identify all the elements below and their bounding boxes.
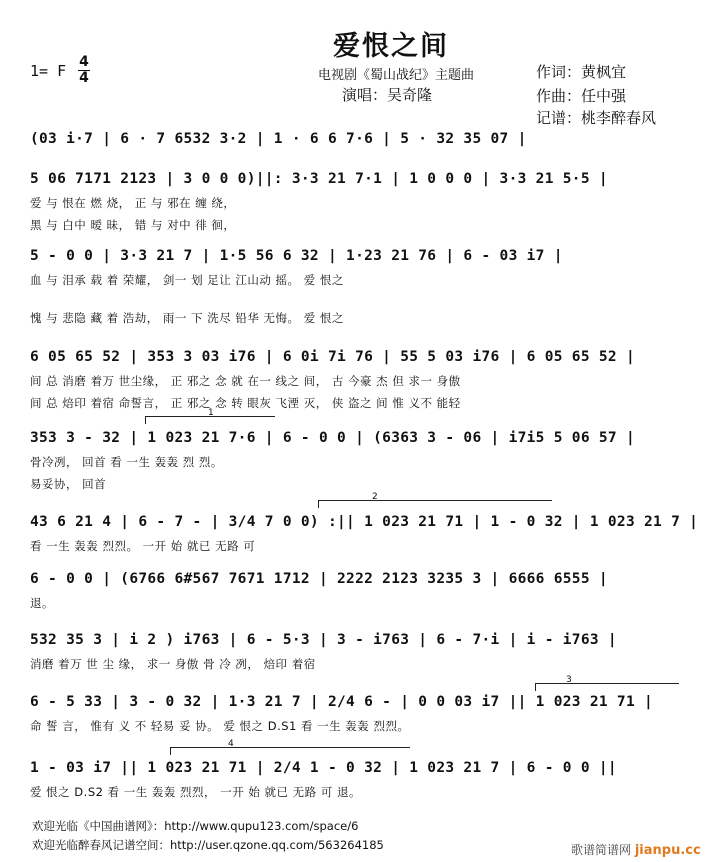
watermark-site-en: jianpu.cc	[634, 843, 701, 858]
singer: 演唱：吴奇隆	[342, 86, 433, 104]
score-row-notes: (03 i·7 | 6 · 7 6532 3·2 | 1 · 6 6 7·6 | 5 · 32 35 07 |	[30, 131, 527, 147]
subtitle: 电视剧《蜀山战纪》主题曲	[318, 68, 475, 83]
lyricist: 作词：黄枫宜	[536, 63, 627, 81]
volta-number-1: 1	[208, 408, 214, 418]
score-row-notes: 5 06 7171 2123 | 3 0 0 0)||: 3·3 21 7·1 | 1 0 0 0 | 3·3 21 5·5 |	[30, 171, 608, 187]
volta-bracket-4	[170, 747, 410, 748]
score-row-notes: 6 05 65 52 | 353 3 03 i76 | 6 0i 7i 76 | 55 5 03 i76 | 6 05 65 52 |	[30, 349, 635, 365]
score-row-lyric: 间 总 焙印 着宿 命誓言， 正 邪之 念 转 眼灰 飞湮 灭， 侠 盗之 间 惟 义不 能轻	[30, 396, 461, 410]
score-row-lyric: 退。	[30, 596, 54, 610]
watermark	[571, 841, 701, 858]
score-row-lyric: 爱 与 恨在 燃 烧， 正 与 邪在 缠 绕，	[30, 196, 236, 210]
time-signature	[78, 56, 90, 85]
footer-line-1: 欢迎光临《中国曲谱网》：http://www.qupu123.com/space/6	[32, 819, 359, 833]
time-signature-bottom: 4	[79, 70, 89, 86]
score-row-notes: 353 3 - 32 | 1 023 21 7·6 | 6 - 0 0 | (6363 3 - 06 | i7i5 5 06 57 |	[30, 430, 635, 446]
score-row-lyric: 消磨 着万 世 尘 缘， 求一 身傲 骨 冷 冽， 焙印 着宿	[30, 657, 316, 671]
song-title: 爱恨之间	[333, 31, 449, 62]
score-row-notes: 6 - 0 0 | (6766 6#567 7671 1712 | 2222 2123 3235 3 | 6666 6555 |	[30, 571, 608, 587]
composer: 作曲：任中强	[536, 87, 627, 105]
score-row-lyric: 间 总 消磨 着万 世尘缘， 正 邪之 念 就 在一 线之 间， 古 今豪 杰 但 求一 身傲	[30, 374, 461, 388]
time-signature-top: 4	[79, 54, 89, 70]
score-row-notes: 43 6 21 4 | 6 - 7 - | 3/4 7 0 0) :|| 1 023 21 71 | 1 - 0 32 | 1 023 21 7 |	[30, 514, 699, 530]
score-row-lyric: 骨冷冽， 回首 看 一生 轰轰 烈 烈。	[30, 455, 223, 469]
transcriber: 记谱：桃李醉春风	[536, 109, 657, 127]
footer-line-2: 欢迎光临醉春风记谱空间：http://user.qzone.qq.com/563264185	[32, 838, 384, 852]
score-row-notes: 6 - 5 33 | 3 - 0 32 | 1·3 21 7 | 2/4 6 - | 0 0 03 i7 || 1 023 21 71 |	[30, 694, 654, 710]
volta-number-4: 4	[228, 739, 234, 749]
score-row-notes: 532 35 3 | i 2 ) i763 | 6 - 5·3 | 3 - i763 | 6 - 7·i | i - i763 |	[30, 632, 617, 648]
key-signature: 1= F	[30, 62, 67, 80]
volta-bracket-3	[535, 683, 679, 684]
watermark-site-cn: 歌谱简谱网	[571, 843, 632, 857]
score-row-lyric: 易妥协， 回首	[30, 477, 107, 491]
volta-bracket-2	[318, 500, 552, 501]
volta-number-2: 2	[372, 492, 378, 502]
score-row-lyric: 看 一生 轰轰 烈烈。 一开 始 就已 无路 可	[30, 539, 256, 553]
score-row-lyric: 黑 与 白中 暧 昧， 错 与 对中 徘 徊，	[30, 218, 236, 232]
score-row-lyric: 命 誓 言， 惟有 义 不 轻易 妥 协。 爱 恨之 D.S1 看 一生 轰轰 烈烈。	[30, 719, 410, 733]
volta-number-3: 3	[566, 675, 572, 685]
score-row-notes: 5 - 0 0 | 3·3 21 7 | 1·5 56 6 32 | 1·23 21 76 | 6 - 03 i7 |	[30, 248, 563, 264]
score-row-lyric: 血 与 泪承 载 着 荣耀， 剑一 划 足让 江山动 摇。 爱 恨之	[30, 273, 344, 287]
score-row-lyric: 愧 与 悲隐 藏 着 浩劫， 雨一 下 洗尽 铅华 无悔。 爱 恨之	[30, 311, 344, 325]
score-row-notes: 1 - 03 i7 || 1 023 21 71 | 2/4 1 - 0 32 | 1 023 21 7 | 6 - 0 0 ||	[30, 760, 617, 776]
score-row-lyric: 爱 恨之 D.S2 看 一生 轰轰 烈烈， 一开 始 就已 无路 可 退。	[30, 785, 361, 799]
